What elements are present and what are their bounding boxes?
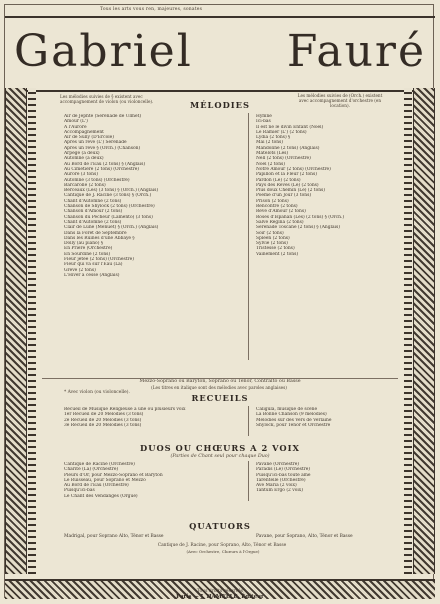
title-first-name: Gabriel — [14, 25, 193, 77]
composer-title — [14, 22, 426, 80]
orchestra-note: (Avec Orchestre, Chœurs à l'Orgue) — [186, 549, 260, 554]
duos-divider — [248, 461, 249, 501]
melodies-bottom-rule — [42, 378, 398, 379]
recueils-divider — [248, 406, 249, 436]
melodies-right-list: Hymne Ici-bas Il est né le divin Enfant (Noël) Le Ramier (L') (2 tons) Lydia (2 tons) § Mai (2 tons) Mandoline (2 tons) (Anglais) Matelots (Les) Nell (2 tons) (Orchestre) Noël (2 tons) Notre Amour (2 tons) (Orchestre) Papillon et la Fleur (2 tons) Pardon (Le) (2 tons) Pays des Rêves (Le) (2 tons) Plus doux Chemin (Le) (2 tons) Poème d'un Jour (3 tons) Prison (2 tons) Rencontre (2 tons) Rêve d'Amour (2 tons) Roses d'Ispahan (Les) (2 tons) § (Orch.) Salve Regina (2 tons) Sérénade Toscane (2 tons) § (Anglais) Soir (2 tons) Spleen (2 tons) Sylvie (2 tons) Tristesse (2 tons) Vainement (2 tons) — [256, 114, 345, 257]
quatuors-right-item: Pavane, pour Soprano, Alto, Ténor et Basse — [256, 534, 353, 539]
right-header-note: Les mélodies suivies de (Orch.) existent avec accompagnement d'orchestre (en location). — [297, 93, 383, 108]
violin-note: * Avec violon (ou violoncelle). — [64, 390, 130, 395]
right-ornamental-border — [413, 88, 435, 574]
recueils-heading: RECUEILS — [191, 393, 249, 403]
duos-subtitle: (Parties de Chant seul pour chaque Duo) — [170, 454, 270, 459]
quatuors-left-item: Madrigal, pour Soprano Alto, Ténor et Basse — [64, 534, 164, 539]
right-inner-border — [404, 88, 412, 574]
duos-left-list: Cantique de Racine (Orchestre) Charité (La) (Orchestre) Pleurs d'Or, pour Mezzo-Soprano et Baryton Le Ruisseau, pour Soprano et Mezzo Au Bord de l'Eau (Orchestre) Puisqu'ici-bas Le Chant des Vendanges (Orgue) — [64, 462, 163, 499]
recueils-right-list: Caligula, musique de scène La Bonne Chanson (9 mélodies) Mélodies sur des Vers de Verlaine Shylock, pour Ténor et Orchestre — [256, 407, 332, 428]
duos-right-list: Pavane (Orchestre) Paradis (Le) (Orchestre) Puisqu'ici-bas toute âme Tarentelle (Orchestre) Ave Maria (2 voix) Tantum Ergo (2 voix) — [256, 462, 311, 494]
top-note: Tous les arts vous ren, majeures, sonates — [100, 7, 203, 12]
cantique-line: Cantique de J. Racine, pour Soprano, Alto, Ténor et Basse — [157, 543, 287, 548]
melodies-divider — [248, 113, 249, 360]
recueils-left-list: Recueil de Musique Religieuse à une ou plusieurs voix 1er Recueil de 20 Mélodies (3 tons) 2e Recueil de 20 Mélodies (3 tons) 3e Recueil de 20 Mélodies (3 tons) — [64, 407, 186, 428]
title-last-name: Fauré — [286, 25, 426, 77]
melodies-heading: MÉLODIES — [190, 100, 250, 110]
rights-note: Tous droits réservés — [196, 589, 244, 594]
quatuors-heading: QUATUORS — [189, 521, 251, 531]
publisher-line: Paris — J. HAMELLE, Éditeur — [176, 594, 264, 600]
left-header-note: Les mélodies suivies de § existent avec accompagnement de violon (ou violoncelle). — [60, 94, 154, 104]
left-inner-border — [28, 88, 36, 574]
duos-heading: DUOS OU CHŒURS A 2 VOIX — [140, 443, 300, 453]
catalog-content — [42, 92, 398, 576]
voice-range-note: Mezzo-Soprano ou Baryton, Soprano ou Ténor, Contralto ou Basse — [139, 379, 301, 384]
left-ornamental-border — [5, 88, 27, 574]
italic-title-note: (Les titres en italique sont des mélodies avec paroles anglaises) — [151, 385, 287, 390]
melodies-left-list: Air de Jephté (Sérénade de Ulmet) Amour (L') A l'Aurore Accompagnement Air de Sully (D'Ercole) Après un rêve (L') Sérénade Après un rêve § (Orch.) (Chanson) Arpège (à deux) Automne (à deux) Au Bord de l'Eau (2 tons) § (Anglais) Au Cimetière (2 tons) (Orchestre) Aurore (3 tons) Automne (3 tons) (Orchestre) Barcarolle (2 tons) Berceaux (Les) (3 tons) § (Orch.) (Anglais) Cantique de J. Racine (3 tons) § (Orch.) Chant d'Automne (2 tons) Chanson de Shylock (2 tons) (Orchestre) Chanson d'Amour (2 tons) Chanson du Pêcheur (Lamento) (3 tons) Chant d'Automne (2 tons) Clair de Lune (Menuet) § (Orch.) (Anglais) Dans la Forêt de Septembre Dans les Ruines d'une Abbaye § Dolly (au piano) § En Prière (Orchestre) En Sourdine (2 tons) Fleur jetée (2 tons) (Orchestre) Fleur qui va sur l'Eau (La) Grève (2 tons) L'Hiver a cessé (Anglais) — [64, 114, 159, 278]
